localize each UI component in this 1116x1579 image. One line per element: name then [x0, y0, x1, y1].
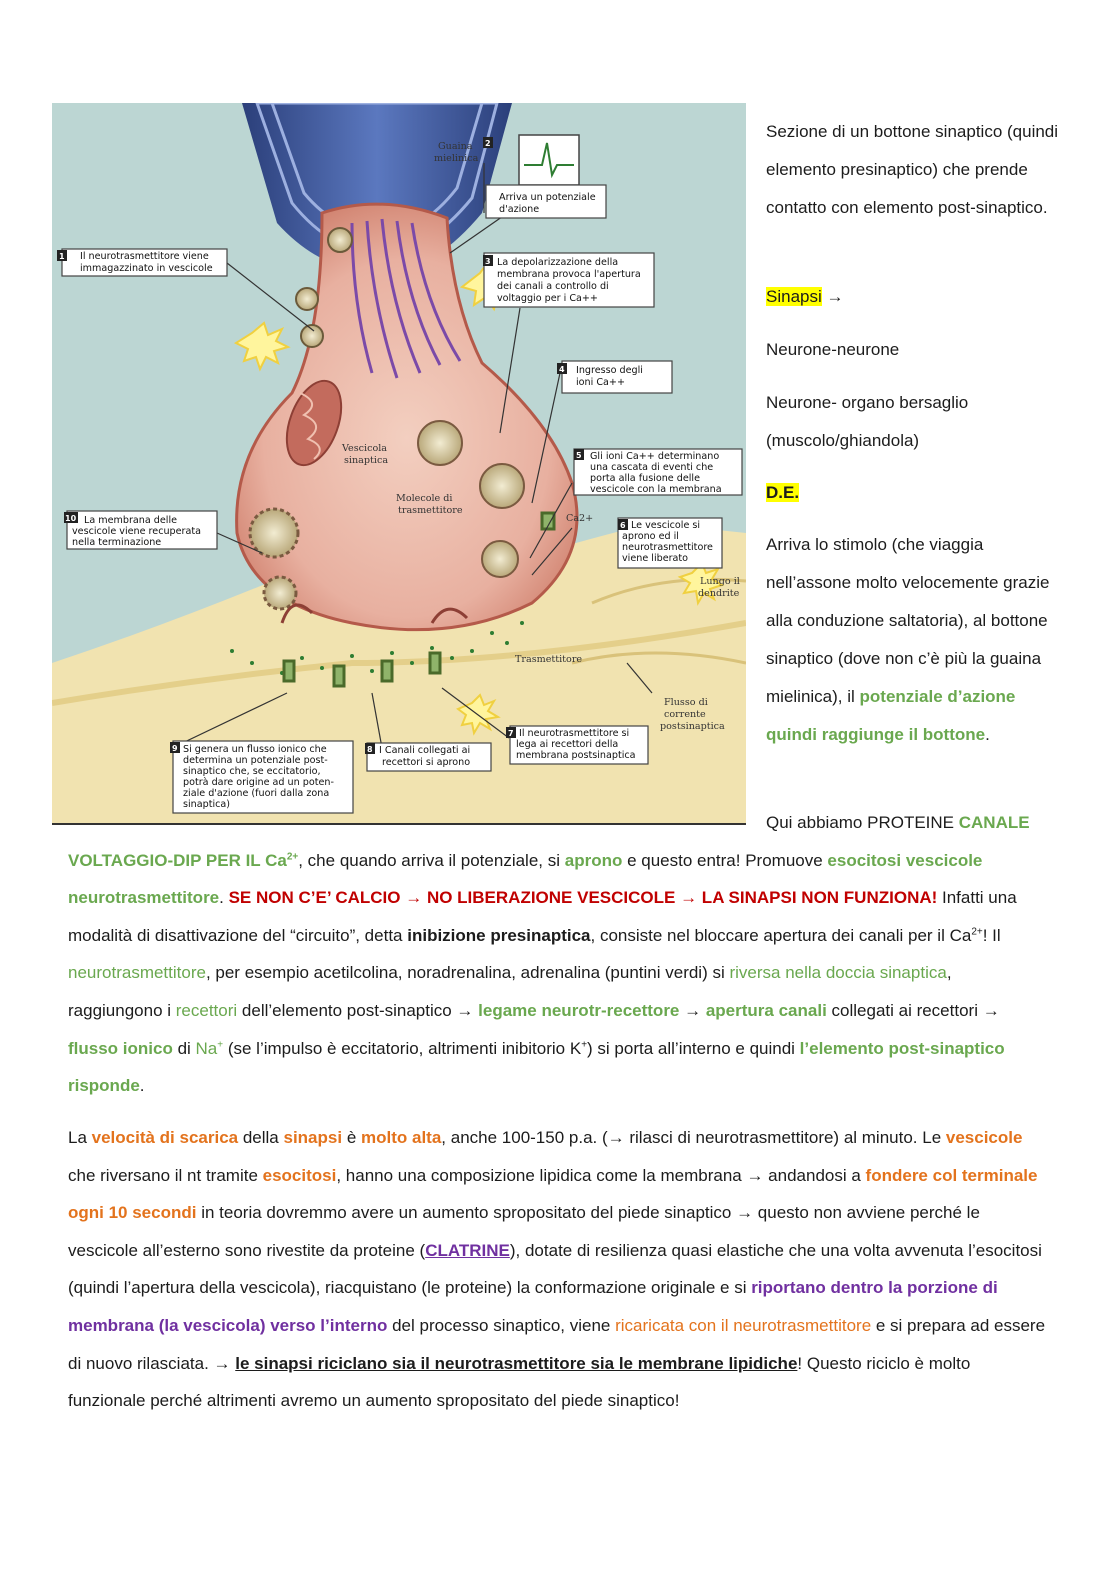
- p2-t21: ! Questo riciclo è molto funzionale perché altrimenti avremo un aumento spropositato del piede sinaptico!: [68, 1353, 971, 1411]
- p1-s16: recettori: [175, 1000, 238, 1020]
- vescicola-line2: sinaptica: [344, 455, 389, 466]
- p2-t4: sinapsi: [283, 1128, 343, 1147]
- side-de: [766, 474, 1066, 512]
- tag-5: 5: [576, 451, 582, 460]
- p1-s12: neurotrasmettitore: [68, 963, 206, 983]
- synapse-diagram: [52, 103, 746, 825]
- p2-t1: La: [68, 1128, 92, 1147]
- step1-line1: Il neurotrasmettitore viene: [80, 251, 209, 262]
- de-highlight: D.E.: [766, 483, 800, 502]
- p2-t12: fondere col terminale ogni 10 secondi: [68, 1165, 1038, 1223]
- p2-t8: vescicole: [945, 1128, 1023, 1147]
- p2-t6: molto alta: [361, 1128, 442, 1147]
- step4-line1: Ingresso degli: [576, 365, 643, 376]
- neurone-neurone: Neurone-neurone: [766, 340, 900, 359]
- sinapsi-highlight: Sinapsi: [766, 287, 822, 306]
- step3-line4: voltaggio per i Ca++: [497, 293, 598, 304]
- trasmettitore-label: Trasmettitore: [515, 654, 583, 665]
- paragraph-2: [68, 1119, 1048, 1420]
- p2-t3: della: [238, 1128, 284, 1147]
- step3-line3: dei canali a controllo di: [497, 281, 609, 292]
- side-no: [766, 384, 1066, 460]
- p2-t15: ), dotate di resilienza quasi elastiche che una volta avvenuta l’esocitosi (quindi l’apertura della vescicola), riacquistano (le proteine) la conformazione originale e si: [68, 1240, 1042, 1298]
- p1-s10: , consiste nel bloccare apertura dei canali per il Ca: [590, 925, 972, 945]
- p1-s27: l’elemento post-sinaptico risponde: [68, 1038, 1005, 1096]
- side-p1-green: potenziale d’azione quindi raggiunge il bottone: [766, 687, 1016, 744]
- step10-line2: vescicole viene recuperata: [72, 526, 202, 537]
- side-p1-text: Arriva lo stimolo (che viaggia nell’assone molto velocemente grazie alla conduzione saltatoria), al bottone sinaptico (dove non c’è più la guaina mielinica), il: [766, 535, 1050, 706]
- p1-s4: e questo entra! Promuove: [622, 850, 828, 870]
- molecole-line2: trasmettitore: [398, 505, 463, 516]
- side-intro-text: Sezione di un bottone sinaptico (quindi elemento presinaptico) che prende contatto con elemento post-sinaptico.: [766, 122, 1059, 217]
- p1-s1: VOLTAGGIO-DIP PER IL Ca: [68, 850, 287, 870]
- p1-s5: esocitosi vescicole neurotrasmettitore: [68, 850, 983, 908]
- flusso-line1: Flusso di: [664, 697, 708, 708]
- p2-t7: , anche 100-150 p.a. (→ rilasci di neurotrasmettitore) al minuto. Le: [441, 1128, 946, 1147]
- flusso-line2: corrente: [664, 709, 706, 720]
- ca-label: Ca2+: [566, 513, 594, 524]
- tag-3: 3: [485, 257, 491, 266]
- tag-10: 10: [65, 514, 77, 523]
- side-intro: [766, 113, 1066, 227]
- paragraph-1: [68, 804, 1048, 1105]
- tag-1: 1: [59, 252, 65, 261]
- side-p1-end: .: [985, 725, 990, 744]
- step10-line1: La membrana delle: [84, 515, 178, 526]
- p2-t16: riportano dentro la porzione di membrana (la vescicola) verso l’interno: [68, 1278, 998, 1335]
- guaina-line2: mielinica: [434, 153, 479, 164]
- step4-line2: ioni Ca++: [576, 377, 625, 388]
- p1-s13: , per esempio acetilcolina, noradrenalina, adrenalina (puntini verdi) si: [205, 963, 730, 983]
- step7-line3: membrana postsinaptica: [516, 750, 636, 761]
- p2-t2: velocità di scarica: [91, 1128, 239, 1147]
- vescicola-line1: Vescicola: [342, 443, 388, 454]
- p1-sup-ca: 2+: [286, 850, 299, 862]
- step8-line1: I Canali collegati ai: [379, 745, 471, 756]
- p1-s7: SE NON C’E’ CALCIO → NO LIBERAZIONE VESCICOLE → LA SINAPSI NON FUNZIONA!: [228, 888, 938, 908]
- step2-line1: Arriva un potenziale: [499, 192, 596, 203]
- lungo-line1: Lungo il: [700, 576, 740, 587]
- p1-s21: collegati ai recettori →: [826, 1000, 1000, 1020]
- step9-line2: determina un potenziale post-: [183, 755, 328, 766]
- p1-s2: , che quando arriva il potenziale, si: [298, 850, 565, 870]
- step9-line6: sinaptica): [183, 799, 231, 810]
- synapse-illustration: [52, 103, 746, 825]
- p2-t20: le sinapsi riciclano sia il neurotrasmettitore sia le membrane lipidiche: [235, 1353, 798, 1373]
- p1-s23: di: [172, 1038, 196, 1058]
- side-p1: [766, 526, 1066, 754]
- p2-t10: esocitosi: [262, 1165, 337, 1185]
- p2-t11: , hanno una composizione lipidica come la membrana → andandosi a: [336, 1165, 866, 1185]
- step3-line1: La depolarizzazione della: [497, 257, 619, 268]
- p1-s6: .: [219, 888, 229, 908]
- p2-t14: CLATRINE: [425, 1240, 510, 1260]
- p1-s26: ) si porta all’interno e quindi: [587, 1038, 800, 1058]
- tag-4: 4: [559, 365, 565, 374]
- action-potential-graph: [519, 135, 579, 185]
- step7-line2: lega ai recettori della: [516, 739, 619, 750]
- step6-line1: Le vescicole si: [631, 520, 701, 531]
- p1-s24: Na: [195, 1038, 218, 1058]
- p1-l1b: CANALE: [958, 813, 1030, 832]
- p1-s22: flusso ionico: [68, 1038, 173, 1058]
- side-sinapsi: [766, 278, 1066, 316]
- p1-sup-k: +: [581, 1038, 588, 1050]
- step2-line2: d'azione: [499, 204, 540, 215]
- tag-6: 6: [620, 521, 626, 530]
- p1-s28: .: [139, 1076, 145, 1096]
- p1-s20: apertura canali: [705, 1000, 827, 1020]
- p2-t17: del processo sinaptico, viene: [387, 1315, 616, 1335]
- p2-t13: in teoria dovremmo avere un aumento spropositato del piede sinaptico → questo non avviene perché le vescicole all’esterno sono rivestite da proteine (: [68, 1203, 980, 1260]
- step6-line2: aprono ed il: [622, 531, 679, 542]
- step9-line5: ziale d'azione (fuori dalla zona: [183, 788, 330, 799]
- p1-s14: riversa nella doccia sinaptica: [729, 963, 947, 983]
- tag-2: 2: [485, 139, 491, 148]
- p1-s8: Infatti una modalità di disattivazione del “circuito”, detta: [68, 888, 1017, 945]
- step8-line2: recettori si aprono: [382, 757, 471, 768]
- p1-s15: , raggiungono i: [68, 963, 952, 1020]
- step9-line3: sinaptico che, se eccitatorio,: [183, 766, 321, 777]
- flusso-line3: postsinaptica: [660, 721, 725, 732]
- p1-s11: ! Il: [982, 925, 1001, 945]
- molecole-line1: Molecole di: [396, 493, 453, 504]
- step7-line1: Il neurotrasmettitore si: [519, 728, 630, 739]
- step9-line4: potrà dare origine ad un poten-: [183, 777, 334, 788]
- lungo-line2: dendrite: [698, 588, 740, 599]
- p2-t5: è: [342, 1128, 361, 1147]
- neurone-organo: Neurone- organo bersaglio (muscolo/ghiandola): [766, 393, 969, 450]
- step6-line4: viene liberato: [622, 553, 689, 564]
- tag-9: 9: [172, 744, 178, 753]
- p1-s25: (se l’impulso è eccitatorio, altrimenti inibitorio K: [223, 1038, 582, 1058]
- p1-s9: inibizione presinaptica: [407, 925, 591, 945]
- tag-7: 7: [508, 729, 514, 738]
- tag-8: 8: [367, 745, 373, 754]
- step3-line2: membrana provoca l'apertura: [497, 269, 641, 280]
- p2-t18: ricaricata con il neurotrasmettitore: [615, 1315, 872, 1335]
- step10-line3: nella terminazione: [72, 537, 162, 548]
- p1-sup-ca2: 2+: [971, 926, 983, 938]
- p2-t19: e si prepara ad essere di nuovo rilasciata. →: [68, 1315, 1046, 1373]
- side-nn: [766, 331, 1066, 369]
- step5-line2: una cascata di eventi che: [590, 462, 714, 473]
- step1-line2: immagazzinato in vescicole: [80, 263, 213, 274]
- step5-line3: porta alla fusione delle: [590, 473, 700, 484]
- p1-s18: legame neurotr-recettore: [478, 1000, 680, 1020]
- arrow-icon: →: [826, 287, 844, 306]
- p1-sup-na: +: [217, 1038, 224, 1050]
- p2-t9: che riversano il nt tramite: [68, 1165, 263, 1185]
- p1-l1a: Qui abbiamo PROTEINE: [766, 813, 959, 832]
- step9-line1: Si genera un flusso ionico che: [183, 744, 327, 755]
- step6-line3: neurotrasmettitore: [622, 542, 713, 553]
- step5-line1: Gli ioni Ca++ determinano: [590, 451, 720, 462]
- guaina-line1: Guaina: [438, 141, 473, 152]
- p1-s17: dell’elemento post-sinaptico →: [237, 1000, 479, 1020]
- p1-s3: aprono: [564, 850, 623, 870]
- step5-line4: vescicole con la membrana: [590, 484, 722, 495]
- p1-s19: →: [679, 1000, 706, 1020]
